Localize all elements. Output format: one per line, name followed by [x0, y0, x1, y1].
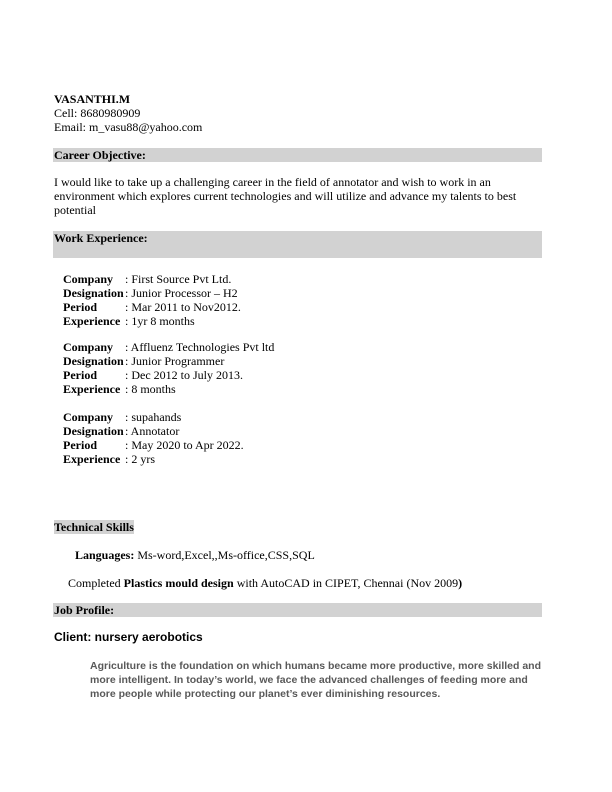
- designation-value: : Junior Processor – H2: [125, 286, 238, 300]
- languages-line: [75, 548, 315, 562]
- job-entry: [63, 340, 274, 396]
- designation-label: Designation: [63, 354, 124, 368]
- cell-number: Cell: 8680980909: [54, 106, 141, 120]
- designation-value: : Annotator: [125, 424, 180, 438]
- experience-label: Experience: [63, 382, 121, 396]
- company-label: Company: [63, 340, 114, 354]
- period-label: Period: [63, 368, 97, 382]
- job-entry: [63, 272, 241, 328]
- course-name: Plastics mould design: [123, 576, 234, 590]
- period-value: : Mar 2011 to Nov2012.: [125, 300, 241, 314]
- company-value: : First Source Pvt Ltd.: [125, 272, 232, 286]
- job-entry: [63, 410, 244, 466]
- period-value: : Dec 2012 to July 2013.: [125, 368, 243, 382]
- experience-label: Experience: [63, 314, 121, 328]
- experience-label: Experience: [63, 452, 121, 466]
- company-label: Company: [63, 272, 114, 286]
- course-details: with AutoCAD in CIPET, Chennai (Nov 2009: [233, 576, 459, 590]
- technical-skills-title-text: Technical Skills: [54, 520, 134, 534]
- designation-value: : Junior Programmer: [125, 354, 225, 368]
- client-name: Client: nursery aerobotics: [54, 630, 203, 644]
- job-profile-description: Agriculture is the foundation on which humans became more productive, more skilled and more intelligent. In today’s world, we face the advanced challenges of feeding more and more people while protecting our planet’s ever diminishing resources.: [90, 660, 541, 700]
- course-line: [68, 576, 462, 590]
- experience-value: : 8 months: [125, 382, 176, 396]
- experience-value: : 1yr 8 months: [125, 314, 195, 328]
- company-value: : supahands: [125, 410, 182, 424]
- career-objective-text: I would like to take up a challenging career in the field of annotator and wish to work in an environment which explores current technologies and will utilize and advance my talents to best potential: [54, 175, 517, 217]
- course-end: ): [458, 576, 463, 590]
- languages-label: Languages:: [75, 548, 135, 562]
- job-profile-title: Job Profile:: [54, 603, 115, 617]
- languages-value: Ms-word,Excel,,Ms-office,CSS,SQL: [134, 548, 315, 562]
- period-label: Period: [63, 438, 97, 452]
- candidate-name: VASANTHI.M: [54, 92, 131, 106]
- work-experience-title: Work Experience:: [54, 231, 148, 245]
- company-value: : Affluenz Technologies Pvt ltd: [125, 340, 275, 354]
- experience-value: : 2 yrs: [125, 452, 155, 466]
- company-label: Company: [63, 410, 114, 424]
- email-address: Email: m_vasu88@yahoo.com: [54, 120, 203, 134]
- career-objective-title: Career Objective:: [54, 148, 146, 162]
- job-profile-bar: [53, 603, 542, 617]
- period-value: : May 2020 to Apr 2022.: [125, 438, 244, 452]
- course-prefix: Completed: [68, 576, 124, 590]
- period-label: Period: [63, 300, 97, 314]
- designation-label: Designation: [63, 286, 124, 300]
- technical-skills-title: [54, 520, 134, 534]
- designation-label: Designation: [63, 424, 124, 438]
